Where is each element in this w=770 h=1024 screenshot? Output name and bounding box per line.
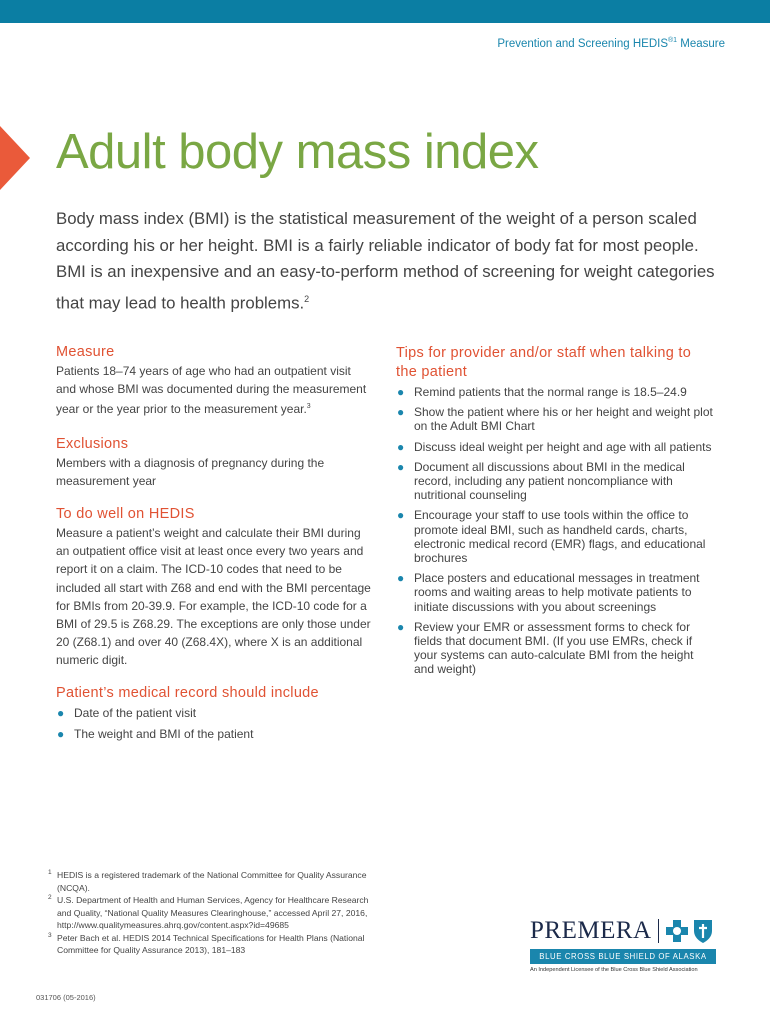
footnote-number: 3 bbox=[48, 931, 52, 939]
header-tag-prefix: Prevention and Screening HEDIS bbox=[497, 37, 668, 50]
right-column bbox=[396, 344, 716, 683]
list-item-text: Date of the patient visit bbox=[74, 705, 197, 720]
tips-heading: Tips for provider and/or staff when talking to the patient bbox=[396, 345, 692, 380]
footnote-text: U.S. Department of Health and Human Services, Agency for Healthcare Research and Quality, “National Quality Measures Clearinghouse,” accessed April 27, 2016, http://www.qualitymeasures.ahrq.gov/content.aspx?id=49685 bbox=[57, 895, 369, 930]
list-item-text: Place posters and educational messages in treatment rooms and waiting areas to help motivate patients to initiate discussions with you about screenings bbox=[414, 571, 700, 614]
blue-shield-icon bbox=[692, 918, 714, 944]
list-item-text: Encourage your staff to use tools within the office to promote ideal BMI, such as handheld cards, charts, electronic medical record (EMR) flags, and educational brochures bbox=[414, 508, 706, 566]
page-title: Adult body mass index bbox=[56, 125, 539, 179]
list-item-text: The weight and BMI of the patient bbox=[74, 726, 254, 741]
document-id: 031706 (05-2016) bbox=[36, 993, 96, 1002]
footnote-text: Peter Bach et al. HEDIS 2014 Technical Specifications for Health Plans (National Committee for Quality Assurance 2013), 181–183 bbox=[57, 932, 365, 955]
list-item bbox=[56, 725, 374, 743]
chevron-marker-icon bbox=[0, 126, 30, 190]
measure-text: Patients 18–74 years of age who had an outpatient visit and whose BMI was documented during the measurement year or the year prior to the measurement year. bbox=[56, 364, 367, 417]
logo-divider bbox=[658, 919, 659, 943]
intro-paragraph bbox=[56, 206, 726, 317]
footnote bbox=[48, 869, 378, 894]
blue-cross-icon bbox=[665, 919, 689, 943]
record-heading: Patient’s medical record should include bbox=[56, 684, 319, 701]
measure-body bbox=[56, 362, 374, 419]
measure-heading: Measure bbox=[56, 344, 115, 360]
bullet-icon: ● bbox=[397, 619, 405, 634]
list-item-text: Remind patients that the normal range is 18.5–24.9 bbox=[414, 385, 687, 399]
licensee-text: An Independent Licensee of the Blue Cross Blue Shield Association bbox=[530, 967, 698, 973]
intro-footnote-ref: 2 bbox=[304, 293, 310, 304]
bullet-icon: ● bbox=[57, 705, 65, 720]
list-item bbox=[396, 385, 716, 399]
do-well-body: Measure a patient’s weight and calculate their BMI during an outpatient office visit at least once every two years and report it on a claim. The ICD-10 codes that need to be included all start with Z68 and end with the BMI percentage for BMIs from 20-39.9. For example, the ICD-10 code for a BMI of 29.5 is Z68.29. The exceptions are only those under 20 (Z68.1) and over 40 (Z68.4X), where X is an additional numeric digit. bbox=[56, 526, 371, 668]
footnote-number: 1 bbox=[48, 869, 52, 876]
header-tag-mark: ®1 bbox=[668, 37, 678, 44]
list-item-text: Review your EMR or assessment forms to check for fields that document BMI. (If you use EMRs, check if your systems can auto-calculate BMI from the height and weight) bbox=[414, 619, 694, 677]
exclusions-body: Members with a diagnosis of pregnancy during the measurement year bbox=[56, 455, 325, 488]
record-list bbox=[56, 704, 374, 743]
list-item bbox=[396, 508, 716, 565]
exclusions-heading: Exclusions bbox=[56, 435, 129, 452]
tips-list bbox=[396, 385, 716, 677]
logo-icons bbox=[665, 918, 714, 944]
top-bar bbox=[0, 0, 770, 23]
footnote bbox=[48, 894, 378, 932]
logo-wordmark: PREMERA bbox=[530, 917, 652, 944]
footnotes bbox=[48, 869, 378, 957]
bullet-icon: ● bbox=[397, 385, 405, 399]
bullet-icon: ● bbox=[397, 508, 405, 523]
left-column bbox=[56, 344, 374, 746]
list-item bbox=[396, 440, 716, 454]
bullet-icon: ● bbox=[397, 439, 405, 454]
premera-logo bbox=[530, 914, 716, 973]
list-item-text: Show the patient where his or her height and weight plot on the Adult BMI Chart bbox=[414, 405, 713, 434]
do-well-heading: To do well on HEDIS bbox=[56, 506, 195, 523]
header-tag-suffix: Measure bbox=[677, 37, 725, 50]
bullet-icon: ● bbox=[397, 405, 405, 420]
header-tagline bbox=[497, 37, 725, 50]
intro-text: Body mass index (BMI) is the statistical measurement of the weight of a person scaled according his or her height. BMI is a fairly reliable indicator of body fat for most people. BMI is an inexpensive and an easy-to-perform method of screening for weight categories that may lead to health problems. bbox=[56, 209, 715, 313]
footnote bbox=[48, 932, 378, 957]
bullet-icon: ● bbox=[57, 726, 65, 741]
footnote-text: HEDIS is a registered trademark of the National Committee for Quality Assurance (NCQA). bbox=[57, 870, 367, 893]
list-item bbox=[396, 405, 716, 433]
bullet-icon: ● bbox=[397, 571, 405, 586]
list-item bbox=[56, 704, 374, 722]
list-item bbox=[396, 571, 716, 614]
list-item bbox=[396, 460, 716, 503]
bullet-icon: ● bbox=[397, 459, 405, 474]
measure-footnote-ref: 3 bbox=[306, 403, 311, 411]
company-name-bar: BLUE CROSS BLUE SHIELD OF ALASKA bbox=[530, 949, 716, 964]
list-item-text: Discuss ideal weight per height and age with all patients bbox=[414, 439, 712, 454]
footnote-number: 2 bbox=[48, 894, 52, 901]
list-item bbox=[396, 620, 716, 677]
list-item-text: Document all discussions about BMI in the medical record, including any patient noncompliance with nutritional counseling bbox=[414, 459, 685, 503]
